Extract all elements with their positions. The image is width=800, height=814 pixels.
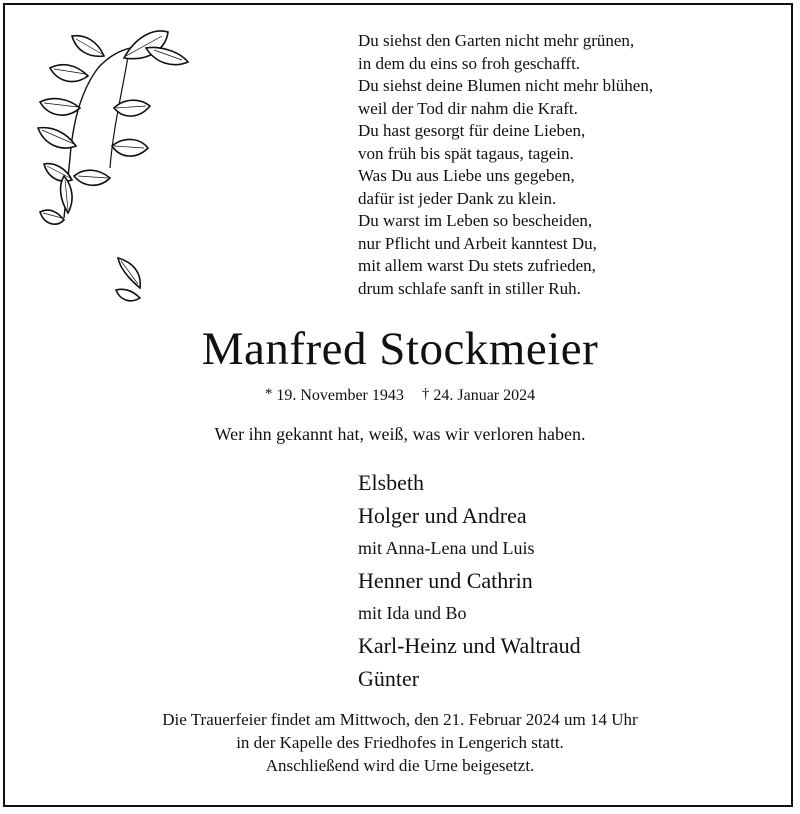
family-member: Günter <box>358 666 420 691</box>
family-member: Elsbeth <box>358 470 424 495</box>
poem-line: Du siehst deine Blumen nicht mehr blühen, <box>358 76 654 95</box>
poem <box>358 30 778 300</box>
family-member: mit Ida und Bo <box>358 603 467 623</box>
poem-line: Du hast gesorgt für deine Lieben, <box>358 121 586 140</box>
death-date: 24. Januar 2024 <box>433 387 536 404</box>
poem-line: Was Du aus Liebe uns gegeben, <box>358 166 575 185</box>
poem-line: drum schlafe sanft in stiller Ruh. <box>358 278 581 298</box>
birth-date: 19. November 1943 <box>276 387 404 404</box>
poem-line: Du warst im Leben so bescheiden, <box>358 211 593 230</box>
poem-line: Du siehst den Garten nicht mehr grünen, <box>358 31 635 50</box>
poem-line: weil der Tod dir nahm die Kraft. <box>358 98 578 118</box>
leaf-branch-icon <box>28 28 198 328</box>
death-symbol: † <box>421 386 430 402</box>
poem-line: mit allem warst Du stets zufrieden, <box>358 256 596 275</box>
memorial-quote: Wer ihn gekannt hat, weiß, was wir verloren haben. <box>214 424 586 444</box>
deceased-name: Manfred Stockmeier <box>201 323 599 375</box>
birth-symbol: * <box>264 386 273 402</box>
poem-line: nur Pflicht und Arbeit kanntest Du, <box>358 233 597 253</box>
poem-line: dafür ist jeder Dank zu klein. <box>358 188 557 208</box>
funeral-notice <box>0 708 800 777</box>
notice-line: Anschließend wird die Urne beigesetzt. <box>265 756 535 775</box>
notice-line: in der Kapelle des Friedhofes in Lengerich statt. <box>236 733 564 752</box>
family-member: mit Anna-Lena und Luis <box>358 538 535 558</box>
family-list <box>358 466 778 695</box>
life-dates <box>0 386 800 405</box>
poem-line: von früh bis spät tagaus, tagein. <box>358 143 574 163</box>
notice-line: Die Trauerfeier findet am Mittwoch, den 21. Februar 2024 um 14 Uhr <box>162 710 638 729</box>
family-member: Karl-Heinz und Waltraud <box>358 633 581 658</box>
poem-line: in dem du eins so froh geschafft. <box>358 53 581 73</box>
family-member: Henner und Cathrin <box>358 568 533 593</box>
family-member: Holger und Andrea <box>358 503 527 528</box>
